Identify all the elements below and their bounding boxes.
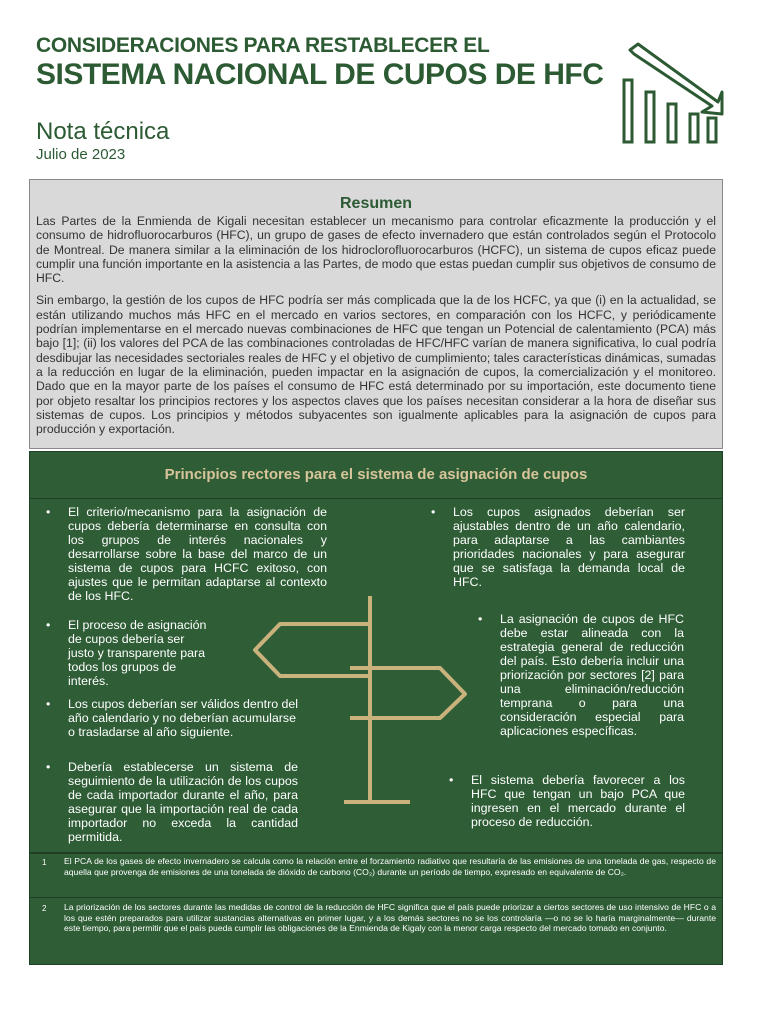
principle-left-1 bbox=[46, 505, 327, 603]
footnote-2: La priorización de los sectores durante las medidas de control de la reducción de HFC significa que el país puede priorizar a ciertos sectores de uso intensivo de HFC o a los que estén preparados para utilizar sustancias alternativas en primer lugar, y a los demás sectores no se los controlaría —o no se lo haría marginalmente— durante este tiempo, para permitir que el país pueda cumplir las obligaciones de la Enmienda de Kigaly con la menor carga respecto del mercado tomado en conjunto. bbox=[64, 902, 716, 933]
bullet-icon: • bbox=[478, 612, 483, 626]
principle-text: Debería establecerse un sistema de seguimiento de la utilización de los cupos de cada importador durante el año, para asegurar que la importación real de cada importador no exceda la cantidad permitida. bbox=[68, 760, 298, 844]
principle-right-3 bbox=[449, 773, 685, 829]
bullet-icon: • bbox=[46, 505, 51, 519]
principles-box bbox=[29, 451, 723, 853]
bullet-icon: • bbox=[46, 760, 51, 774]
bullet-icon: • bbox=[431, 505, 436, 519]
principle-text: El criterio/mecanismo para la asignación de cupos debería determinarse en consulta con los grupos de interés nacionales y desarrollarse sobre la base del marco de un sistema de cupos para HCFC exitoso, con ajustes que le permitan adaptarse al contexto de los HFC. bbox=[68, 505, 327, 603]
signpost-icon bbox=[250, 596, 470, 816]
footnote-divider bbox=[30, 897, 722, 898]
bullet-icon: • bbox=[46, 697, 51, 711]
principle-text: Los cupos asignados deberían ser ajustables dentro de un año calendario, para adaptarse a las cambiantes prioridades nacionales y para asegurar que se satisfaga la demanda local de HFC. bbox=[453, 505, 685, 589]
principle-left-2 bbox=[46, 618, 214, 688]
summary-box bbox=[29, 179, 723, 449]
document-title-line-1: CONSIDERACIONES PARA RESTABLECER EL bbox=[36, 34, 490, 57]
document-title-line-2: SISTEMA NACIONAL DE CUPOS DE HFC bbox=[36, 58, 604, 91]
footnote-marker-2: 2 bbox=[42, 904, 47, 913]
principle-right-1 bbox=[431, 505, 685, 589]
principle-text: El sistema debería favorecer a los HFC que tengan un bajo PCA que ingresen en el mercado durante el proceso de reducción. bbox=[471, 773, 685, 829]
summary-paragraph-2: Sin embargo, la gestión de los cupos de HFC podría ser más complicada que la de los HCFC, ya que (i) en la actualidad, se están utilizando muchos más HFC en el mercado en varios sectores, en comparación con los HCFC, y periódicamente podrían implementarse en el mercado nuevas combinaciones de HFC que tengan un Potencial de calentamiento (PCA) más bajo [1]; (ii) los valores del PCA de las combinaciones controladas de HFC/HFC varían de manera significativa, lo cual podría desdibujar las necesidades sectoriales reales de HFC y el objetivo de cumplimiento; tales características dinámicas, sumadas a la reducción en lugar de la eliminación, pueden impactar en la asignación de cupos, la comercialización y el monitoreo. Dado que en la mayor parte de los países el consumo de HFC está determinado por su importación, este documento tiene por objeto resaltar los principios rectores y los aspectos claves que los países necesitan considerar a la hora de diseñar sus sistemas de cupos. Los principios y métodos subyacentes son igualmente aplicables para la asignación de cupos para producción y exportación. bbox=[36, 293, 716, 437]
footnote-1: El PCA de los gases de efecto invernadero se calcula como la relación entre el forzamiento radiativo que resultaría de las emisiones de una tonelada de gas, respecto de aquella que provenga de emisiones de una tonelada de dióxido de carbono (CO₂) durante un período de tiempo, expresado en equivalente de CO₂. bbox=[64, 856, 716, 877]
declining-bar-chart-icon bbox=[618, 40, 728, 146]
principle-text: El proceso de asignación de cupos debería ser justo y transparente para todos los grupos de interés. bbox=[68, 618, 207, 688]
document-subtitle: Nota técnica bbox=[36, 118, 170, 145]
summary-heading: Resumen bbox=[339, 195, 413, 212]
principles-heading: Principios rectores para el sistema de asignación de cupos bbox=[30, 452, 722, 499]
document-date: Julio de 2023 bbox=[36, 146, 126, 163]
principle-right-2 bbox=[478, 612, 684, 738]
footnote-marker-1: 1 bbox=[42, 858, 47, 867]
summary-paragraph-1: Las Partes de la Enmienda de Kigali necesitan establecer un mecanismo para controlar eficazmente la producción y el consumo de hidrofluorocarburos (HFC), un grupo de gases de efecto invernadero que están controlados según el Protocolo de Montreal. De manera similar a la eliminación de los hidroclorofluorocarburos (HCFC), un sistema de cupos eficaz puede cumplir una función importante en la asistencia a las Partes, de modo que estas puedan cumplir sus objetivos de consumo de HFC. bbox=[36, 214, 716, 286]
principle-text: Los cupos deberían ser válidos dentro del año calendario y no deberían acumularse o trasladarse al año siguiente. bbox=[68, 697, 299, 739]
bullet-icon: • bbox=[449, 773, 454, 787]
bullet-icon: • bbox=[46, 618, 51, 632]
footnotes-box bbox=[29, 853, 723, 965]
principle-text: La asignación de cupos de HFC debe estar alineada con la estrategia general de reducción del país. Esto debería incluir una priorización por sectores [2] para una eliminación/reducción temprana o para una consideración especial para aplicaciones específicas. bbox=[500, 612, 684, 738]
